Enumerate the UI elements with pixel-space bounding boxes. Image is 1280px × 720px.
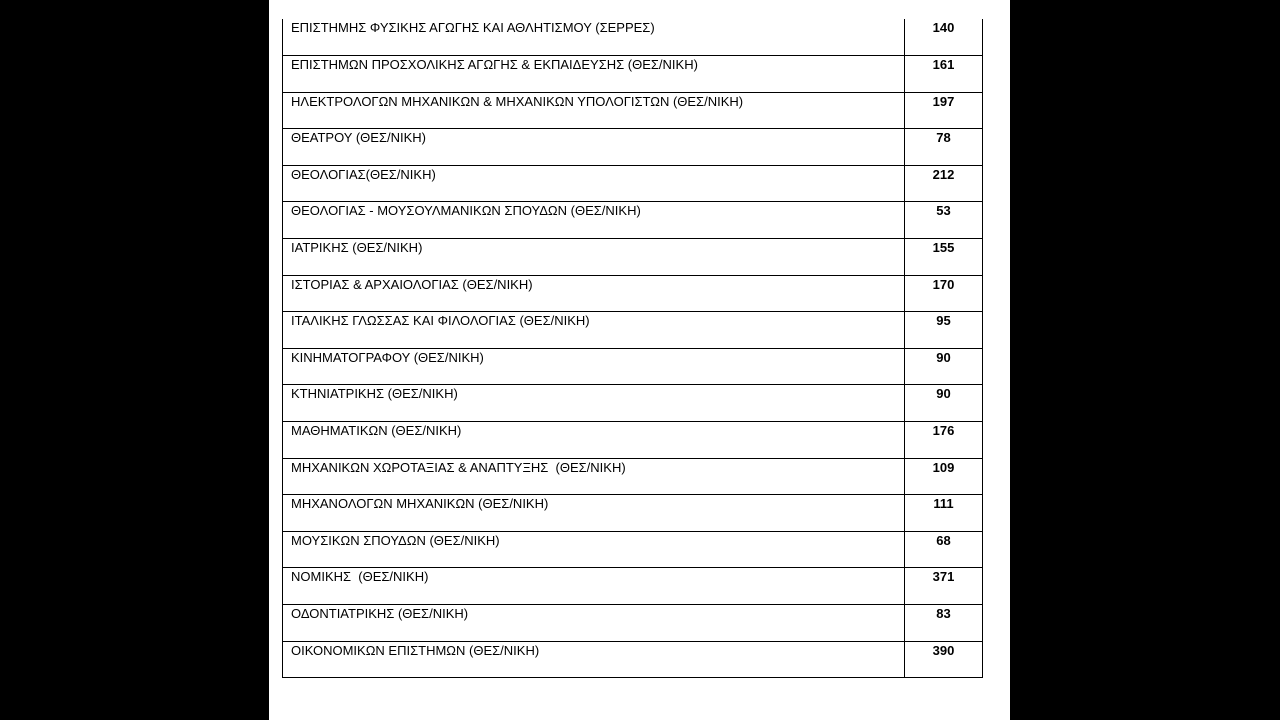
department-name: ΙΑΤΡΙΚΗΣ (ΘΕΣ/ΝΙΚΗ) (283, 239, 905, 276)
department-count: 161 (905, 56, 983, 93)
table-row (283, 495, 983, 532)
department-count: 170 (905, 275, 983, 312)
table-row (283, 312, 983, 349)
department-count: 95 (905, 312, 983, 349)
department-count: 371 (905, 568, 983, 605)
table-row (283, 92, 983, 129)
department-count: 53 (905, 202, 983, 239)
department-count: 390 (905, 641, 983, 678)
department-count: 176 (905, 422, 983, 459)
department-count: 83 (905, 605, 983, 642)
department-count: 111 (905, 495, 983, 532)
department-count: 90 (905, 348, 983, 385)
table-row (283, 56, 983, 93)
document-page (269, 0, 1010, 720)
table-row (283, 202, 983, 239)
department-name: ΜΟΥΣΙΚΩΝ ΣΠΟΥΔΩΝ (ΘΕΣ/ΝΙΚΗ) (283, 531, 905, 568)
department-name: ΙΣΤΟΡΙΑΣ & ΑΡΧΑΙΟΛΟΓΙΑΣ (ΘΕΣ/ΝΙΚΗ) (283, 275, 905, 312)
department-name: ΗΛΕΚΤΡΟΛΟΓΩΝ ΜΗΧΑΝΙΚΩΝ & ΜΗΧΑΝΙΚΩΝ ΥΠΟΛΟΓΙΣΤΩΝ (ΘΕΣ/ΝΙΚΗ) (283, 92, 905, 129)
table-row (283, 348, 983, 385)
department-name: ΕΠΙΣΤΗΜΩΝ ΠΡΟΣΧΟΛΙΚΗΣ ΑΓΩΓΗΣ & ΕΚΠΑΙΔΕΥΣΗΣ (ΘΕΣ/ΝΙΚΗ) (283, 56, 905, 93)
table-row (283, 19, 983, 56)
department-name: ΘΕΟΛΟΓΙΑΣ - ΜΟΥΣΟΥΛΜΑΝΙΚΩΝ ΣΠΟΥΔΩΝ (ΘΕΣ/ΝΙΚΗ) (283, 202, 905, 239)
table-row (283, 605, 983, 642)
table-row (283, 568, 983, 605)
table-row (283, 165, 983, 202)
table-row (283, 275, 983, 312)
department-count: 78 (905, 129, 983, 166)
department-name: ΜΗΧΑΝΟΛΟΓΩΝ ΜΗΧΑΝΙΚΩΝ (ΘΕΣ/ΝΙΚΗ) (283, 495, 905, 532)
department-count: 197 (905, 92, 983, 129)
department-name: ΟΔΟΝΤΙΑΤΡΙΚΗΣ (ΘΕΣ/ΝΙΚΗ) (283, 605, 905, 642)
department-name: ΜΑΘΗΜΑΤΙΚΩΝ (ΘΕΣ/ΝΙΚΗ) (283, 422, 905, 459)
department-name: ΘΕΟΛΟΓΙΑΣ(ΘΕΣ/ΝΙΚΗ) (283, 165, 905, 202)
table-row (283, 239, 983, 276)
department-name: ΚΙΝΗΜΑΤΟΓΡΑΦΟΥ (ΘΕΣ/ΝΙΚΗ) (283, 348, 905, 385)
department-count: 155 (905, 239, 983, 276)
department-name: ΚΤΗΝΙΑΤΡΙΚΗΣ (ΘΕΣ/ΝΙΚΗ) (283, 385, 905, 422)
table-row (283, 641, 983, 678)
department-count: 90 (905, 385, 983, 422)
department-name: ΕΠΙΣΤΗΜΗΣ ΦΥΣΙΚΗΣ ΑΓΩΓΗΣ ΚΑΙ ΑΘΛΗΤΙΣΜΟΥ (ΣΕΡΡΕΣ) (283, 19, 905, 56)
table-row (283, 385, 983, 422)
table-row (283, 458, 983, 495)
department-name: ΙΤΑΛΙΚΗΣ ΓΛΩΣΣΑΣ ΚΑΙ ΦΙΛΟΛΟΓΙΑΣ (ΘΕΣ/ΝΙΚΗ) (283, 312, 905, 349)
department-count: 68 (905, 531, 983, 568)
department-count: 140 (905, 19, 983, 56)
table-row (283, 422, 983, 459)
department-name: ΟΙΚΟΝΟΜΙΚΩΝ ΕΠΙΣΤΗΜΩΝ (ΘΕΣ/ΝΙΚΗ) (283, 641, 905, 678)
department-name: ΜΗΧΑΝΙΚΩΝ ΧΩΡΟΤΑΞΙΑΣ & ΑΝΑΠΤΥΞΗΣ (ΘΕΣ/ΝΙΚΗ) (283, 458, 905, 495)
department-count: 109 (905, 458, 983, 495)
table-row (283, 531, 983, 568)
departments-table (282, 19, 983, 678)
table-row (283, 129, 983, 166)
department-name: ΝΟΜΙΚΗΣ (ΘΕΣ/ΝΙΚΗ) (283, 568, 905, 605)
department-name: ΘΕΑΤΡΟΥ (ΘΕΣ/ΝΙΚΗ) (283, 129, 905, 166)
department-count: 212 (905, 165, 983, 202)
